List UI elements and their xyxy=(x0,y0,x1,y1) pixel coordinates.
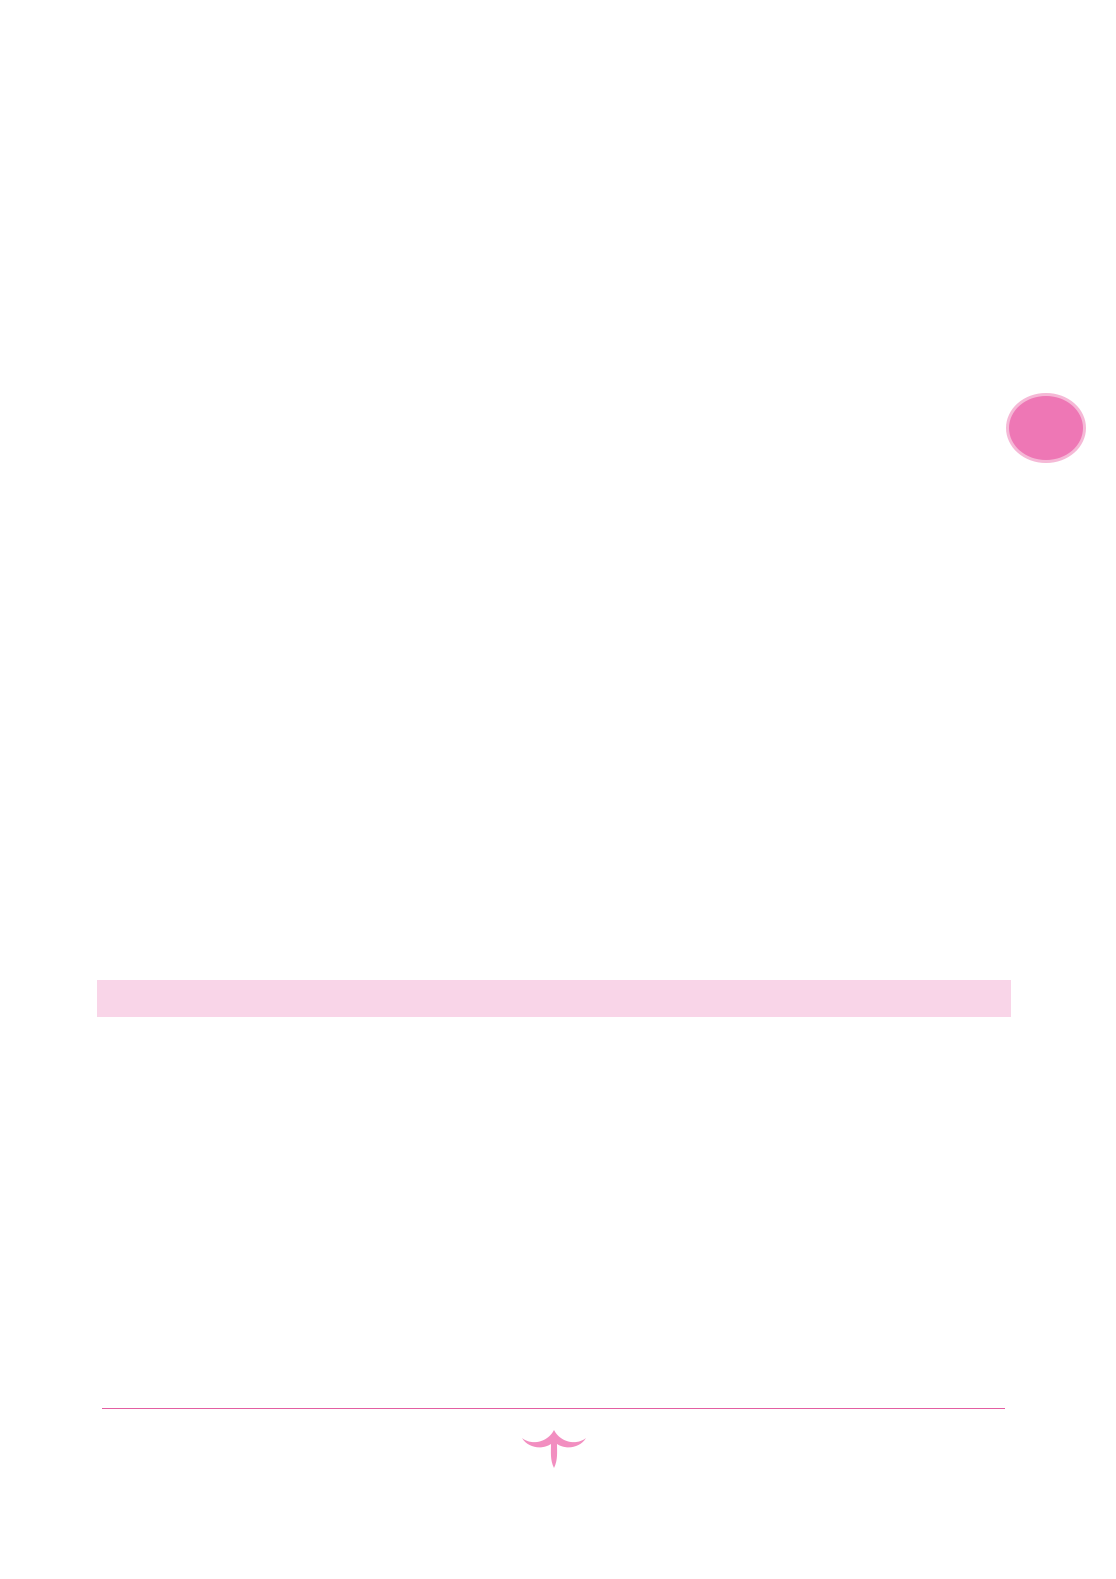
flourish-ornament-icon xyxy=(518,1424,590,1472)
page-number-badge xyxy=(1006,393,1086,463)
footer-divider xyxy=(102,1408,1005,1409)
watermark-logo xyxy=(20,40,540,470)
body-text-bottom xyxy=(105,1024,1003,1043)
section-heading-bar xyxy=(97,980,1011,1017)
